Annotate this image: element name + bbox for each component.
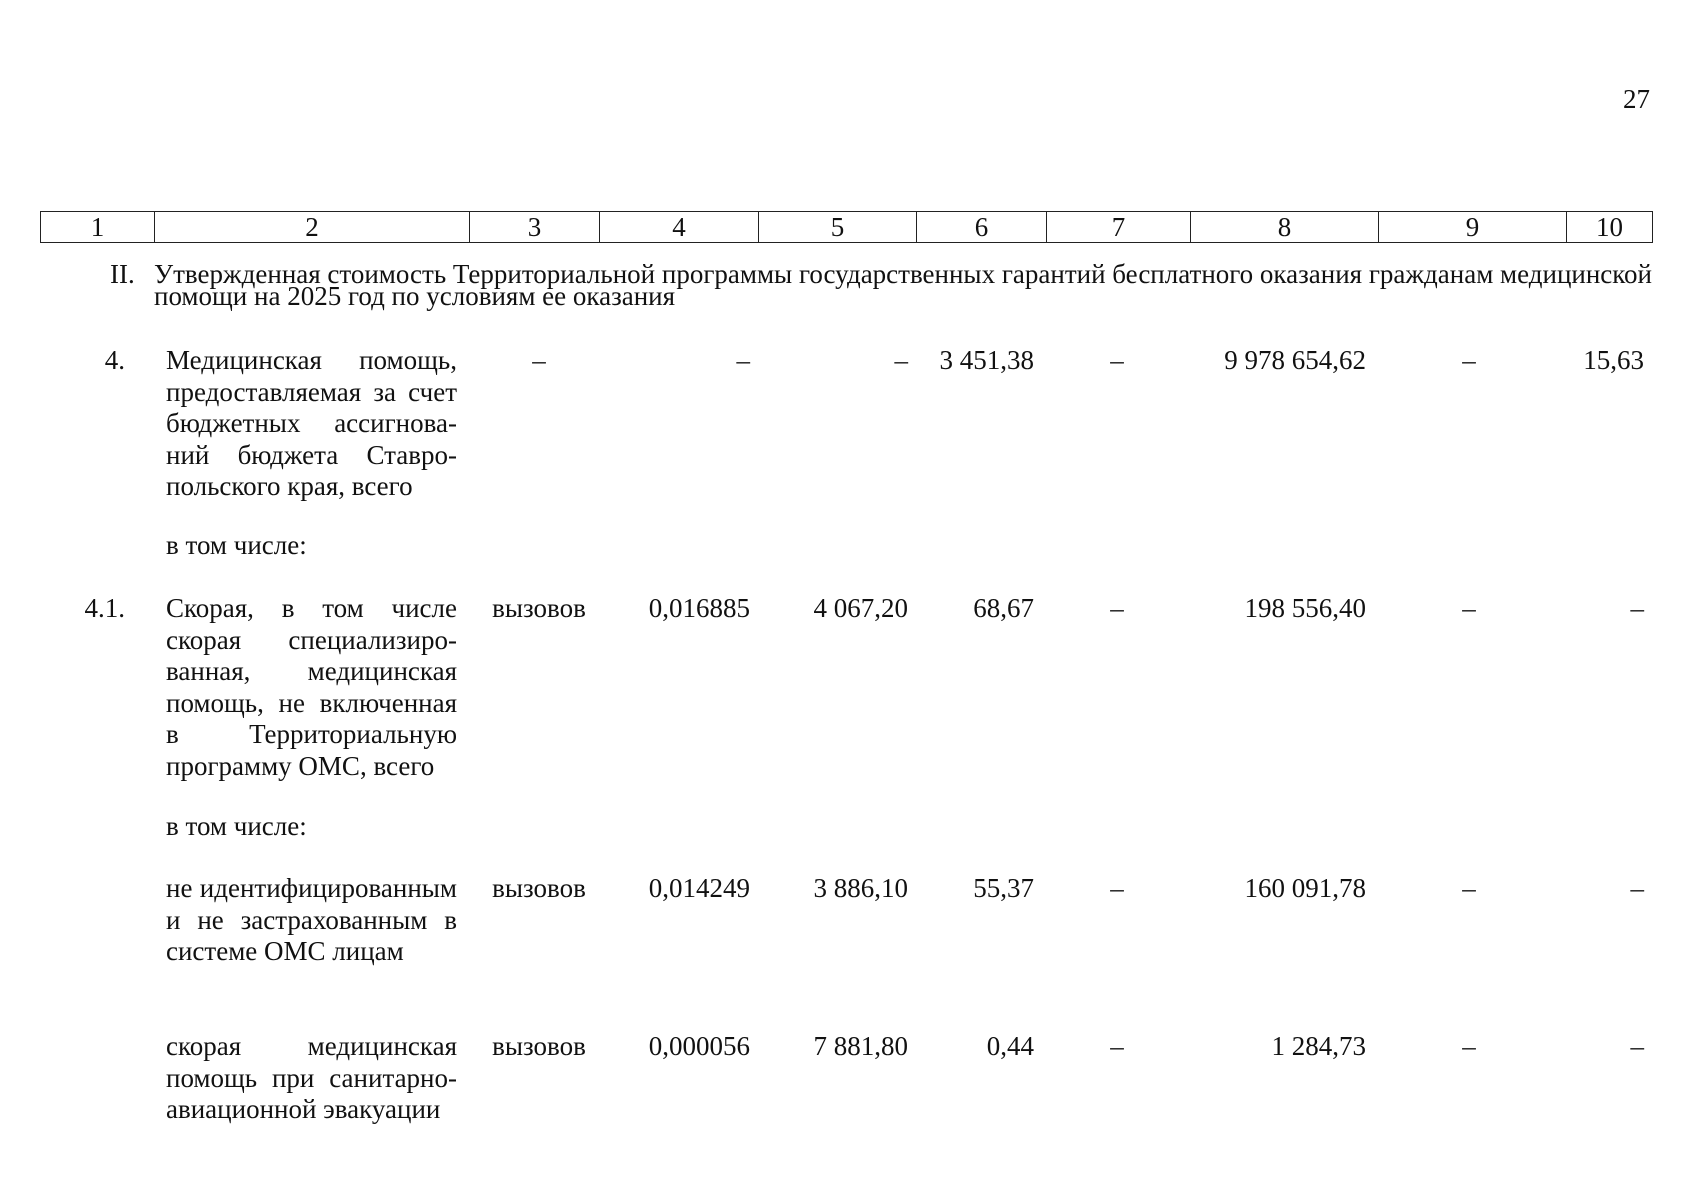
column-number: 4 <box>600 212 759 243</box>
column-number: 3 <box>470 212 600 243</box>
column-number: 5 <box>759 212 917 243</box>
unit-cell: вызовов <box>492 873 586 903</box>
cell-col7: – <box>1110 873 1124 903</box>
cell-col4: 0,014249 <box>648 873 750 903</box>
cell-col8: 160 091,78 <box>1244 873 1366 903</box>
cell-col10: – <box>1630 873 1644 903</box>
cell-col7: – <box>1110 345 1124 375</box>
column-number: 1 <box>41 212 155 243</box>
unit-cell: вызовов <box>492 1031 586 1061</box>
cell-col5: 7 881,80 <box>813 1031 908 1061</box>
cell-col4: 0,000056 <box>648 1031 750 1061</box>
including-label: в том числе: <box>166 530 307 560</box>
column-number: 9 <box>1379 212 1567 243</box>
row-name: скорая медицинская помощь при санитарно-авиационной эвакуации <box>166 1031 457 1124</box>
cell-col10: – <box>1630 593 1644 623</box>
cell-col8: 9 978 654,62 <box>1224 345 1366 375</box>
column-number-header <box>40 211 1653 243</box>
cell-col9: – <box>1462 873 1476 903</box>
cell-col5: 3 886,10 <box>813 873 908 903</box>
cell-col5: – <box>894 345 908 375</box>
cell-col8: 198 556,40 <box>1244 593 1366 623</box>
column-number: 2 <box>155 212 470 243</box>
cell-col4: 0,016885 <box>648 593 750 623</box>
column-number: 8 <box>1191 212 1379 243</box>
cell-col6: 68,67 <box>973 593 1034 623</box>
section-title: Утвержденная стоимость Территориальной программы государственных гарантий бесплатного оказания гражданам медицинской помощи на 2025 год по условиям ее оказания <box>154 259 1652 311</box>
row-number: 4.1. <box>84 593 125 623</box>
cell-col5: 4 067,20 <box>813 593 908 623</box>
including-label: в том числе: <box>166 811 307 841</box>
row-number: 4. <box>104 345 125 375</box>
cell-col10: – <box>1630 1031 1644 1061</box>
column-number: 6 <box>917 212 1047 243</box>
cell-col6: 3 451,38 <box>939 345 1034 375</box>
cell-col9: – <box>1462 593 1476 623</box>
cell-col4: – <box>736 345 750 375</box>
row-name: Медицинская помощь, предоставляемая за счет бюджетных ассигнований бюджета Ставропольского края, всего <box>166 345 457 501</box>
cell-col10: 15,63 <box>1583 345 1644 375</box>
cell-col8: 1 284,73 <box>1271 1031 1366 1061</box>
page-number: 27 <box>1623 84 1650 114</box>
cell-col7: – <box>1110 593 1124 623</box>
unit-cell: вызовов <box>492 593 586 623</box>
column-number: 10 <box>1567 212 1653 243</box>
row-name: Скорая, в том числе скорая специализированная, медицинская помощь, не включенная в Территориальную программу ОМС, всего <box>166 593 457 781</box>
section-number: II. <box>110 259 135 289</box>
column-number: 7 <box>1047 212 1191 243</box>
cell-col9: – <box>1462 1031 1476 1061</box>
cell-col7: – <box>1110 1031 1124 1061</box>
cell-col6: 55,37 <box>973 873 1034 903</box>
row-name: не идентифицированным и не застрахованным в системе ОМС лицам <box>166 873 457 966</box>
unit-cell: – <box>532 345 546 375</box>
cell-col6: 0,44 <box>986 1031 1034 1061</box>
cell-col9: – <box>1462 345 1476 375</box>
